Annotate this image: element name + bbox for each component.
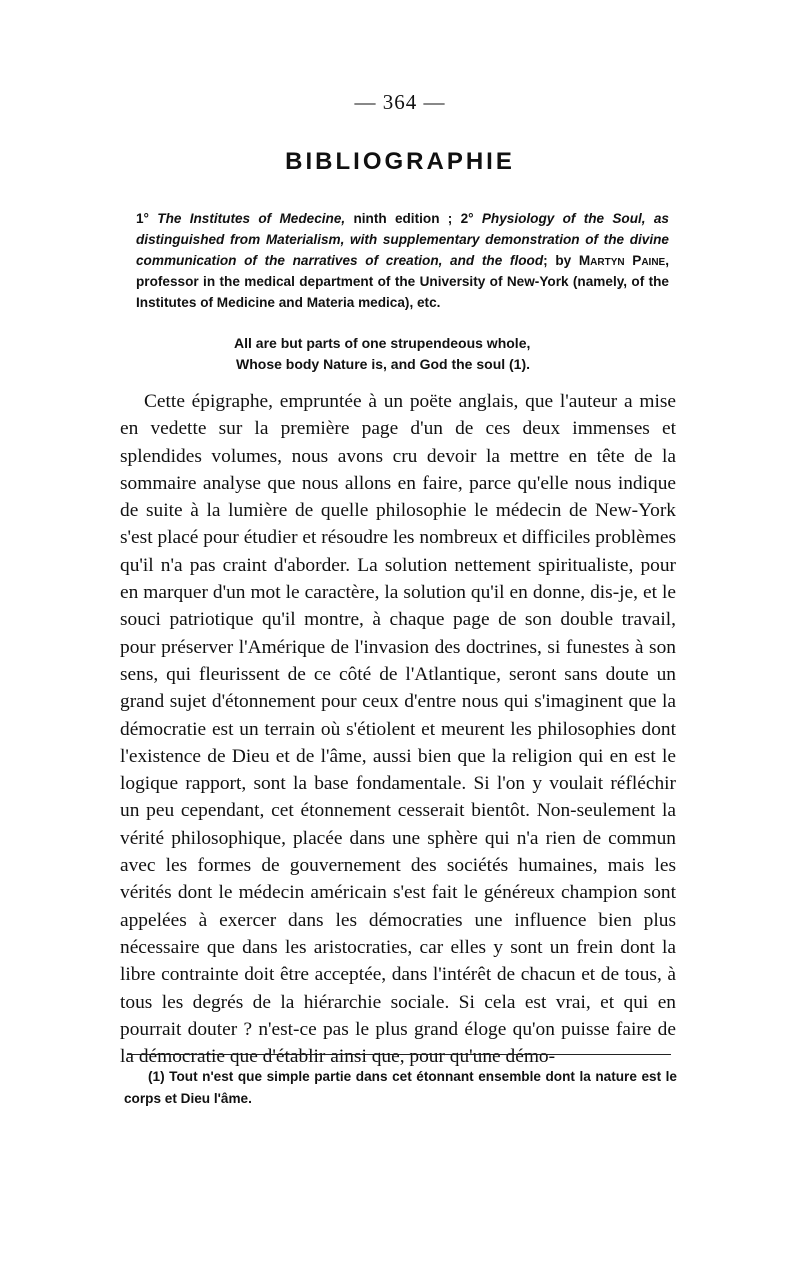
bib-edition: ninth edition ; <box>353 211 453 226</box>
bib-by: ; by <box>543 253 572 268</box>
bibliography-text <box>136 208 669 313</box>
main-text <box>120 388 676 1070</box>
footnote-rule <box>127 1054 671 1055</box>
footnote-text: (1) Tout n'est que simple partie dans cet étonnant ensemble dont la nature est le corps et Dieu l'âme. <box>124 1069 677 1106</box>
section-heading: BIBLIOGRAPHIE <box>285 148 515 175</box>
epigraph-line-2: Whose body Nature is, and God the soul (1). <box>236 356 531 372</box>
footnote <box>124 1066 677 1110</box>
bib-author: Martyn Paine <box>578 253 666 268</box>
body-paragraph: Cette épigraphe, empruntée à un poëte anglais, que l'auteur a mise en vedette sur la première page d'un de ces deux immenses et splendides volumes, nous avons cru devoir la mettre en tête de la sommaire analyse que nous allons en faire, parce qu'elle nous indique de suite à la lumière de quelle philosophie le médecin de New-York s'est placé pour étudier et résoudre les nombreux et difficiles problèmes qu'il n'a pas craint d'aborder. La solution nettement spiritualiste, pour en marquer d'un mot le caractère, la solution qu'il en donne, dis-je, et le souci patriotique qu'il montre, à chaque page de son double travail, pour préserver l'Amérique de l'invasion des doctrines, si funestes à son sens, qui fleurissent de ce côté de l'Atlantique, seront sans doute un grand sujet d'étonnement pour ceux d'entre nous qui s'imaginent que la démocratie est un terrain où s'étiolent et meurent les philosophies dont l'existence de Dieu et de l'âme, aussi bien que la religion qui en est le logique rapport, sont la base fondamentale. Si l'on y voulait réfléchir un peu cependant, cet étonnement cesserait bientôt. Non-seulement la vérité philosophique, placée dans une sphère qui n'a rien de commun avec les formes de gouvernement des sociétés humaines, mais les vérités dont le médecin américain s'est fait le généreux champion sont appelées à exercer dans les démocraties une influence bien plus nécessaire que dans les aristocraties, car elles y sont un frein dont la libre contrainte doit être acceptée, dans l'intérêt de chacun et de tous, à tous les degrés de la hiérarchie sociale. Si cela est vrai, et qui en pourrait douter ? n'est-ce pas le plus grand éloge qu'on puisse faire de la démocratie que d'établir ainsi que, pour qu'une démo- <box>120 391 676 1068</box>
bib-title-2: Physiology of the Soul, as distinguished from Materialism, with supplementary demonstration of the divine communication of the narratives of creation, and the flood <box>136 211 669 268</box>
bib-title-1: The Institutes of Medecine, <box>157 211 346 226</box>
bibliography-entry <box>136 208 669 313</box>
page-number: — 364 — <box>354 90 446 114</box>
bib-number-2: 2° <box>460 211 474 226</box>
epigraph <box>234 333 654 375</box>
epigraph-line-1: All are but parts of one strupendeous whole, <box>234 335 531 351</box>
bib-number-1: 1° <box>136 211 149 226</box>
bib-rest: , professor in the medical department of the University of New-York (namely, of the Institutes of Medicine and Materia medica), etc. <box>136 253 670 310</box>
